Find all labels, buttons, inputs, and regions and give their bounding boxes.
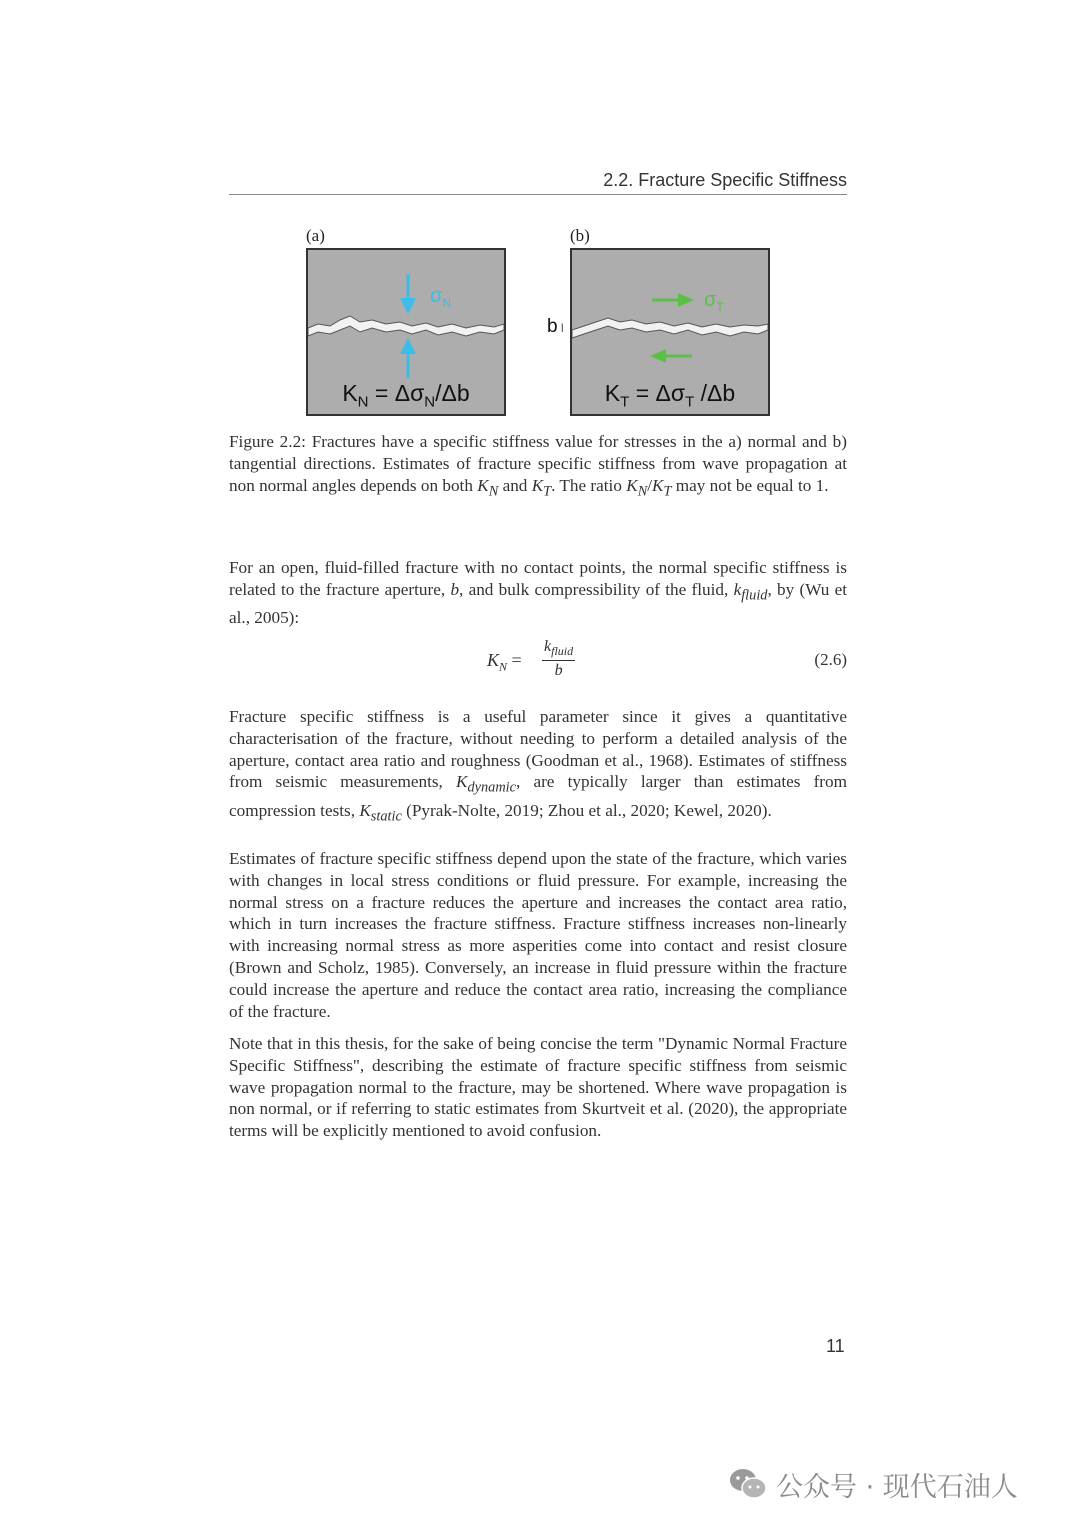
section-title: 2.2. Fracture Specific Stiffness (603, 170, 847, 190)
sigma-t-label: $\sigma_T$ (704, 289, 724, 314)
equation-2-6 (229, 636, 847, 686)
panel-b-formula: $K_T = \Delta\sigma_T$ /Δb (604, 380, 736, 411)
wechat-icon (728, 1467, 768, 1501)
panel-a-label: (a) (306, 226, 325, 245)
equation-lhs: $K_N$ = (487, 650, 522, 674)
fracture-line (308, 316, 504, 336)
panel-a-formula: $K_N = \Delta\sigma_N/\Delta b$ (342, 380, 470, 411)
figure-caption: Figure 2.2: Fractures have a specific stiffness value for stresses in the a) normal and b) tangential directions. Estimates of fracture specific stiffness from wave propagation at non normal angles depends on both $K_N$ and $K_T$. The ratio $K_N/K_T$ may not be equal to 1. (229, 432, 847, 500)
watermark (728, 1466, 1018, 1502)
panel-b-box (570, 248, 770, 416)
fracture-line (572, 318, 768, 338)
running-header (229, 168, 847, 195)
page-number: 11 (826, 1336, 845, 1356)
figure-panel-a (306, 226, 506, 416)
equation-number: (2.6) (814, 650, 847, 669)
panel-a-box (306, 248, 506, 416)
normal-arrowhead-bottom (400, 338, 416, 354)
normal-arrowhead-top (400, 298, 416, 314)
figure-panel-b (545, 226, 771, 416)
paragraph-1: For an open, fluid-filled fracture with no contact points, the normal specific stiffness is related to the fracture aperture, b, and bulk compressibility of the fluid, $k_{fluid}$, by (Wu et al., 2005): (229, 558, 847, 628)
equation-fraction: $k_{fluid}$ b (544, 638, 574, 680)
tangential-arrowhead-top (678, 293, 694, 307)
paragraph-2: Fracture specific stiffness is a useful parameter since it gives a quantitative characterisation of the fracture, without needing to perform a detailed analysis of the aperture, contact area ratio and roughness (Goodman et al., 1968). Estimates of stiffness from seismic measurements, $K_{dynamic}$, are typically larger than estimates from compression tests, $K_{static}$ (Pyrak-Nolte, 2019; Zhou et al., 2020; Kewel, 2020). (229, 707, 847, 825)
watermark-text: 公众号 · 现代石油人 (776, 1471, 1018, 1503)
panel-b-label: (b) (570, 226, 590, 245)
paragraph-3: Estimates of fracture specific stiffness depend upon the state of the fracture, which varies with changes in local stress conditions or fluid pressure. For example, increasing the normal stress on a fracture reduces the aperture and increases the contact area ratio, which in turn increases the fracture stiffness. Fracture stiffness increases non-linearly with increasing normal stress as more asperities come into contact and resist closure (Brown and Scholz, 1985). Conversely, an increase in fluid pressure within the fracture could increase the aperture and reduce the contact area ratio, increasing the compliance of the fracture. (229, 849, 847, 1021)
paragraph-4: Note that in this thesis, for the sake of being concise the term "Dynamic Normal Fracture Specific Stiffness", describing the estimate of fracture specific stiffness from seismic wave propagation normal to the fracture, may be shortened. Where wave propagation is non normal, or if referring to static estimates from Skurtveit et al. (2020), the appropriate terms will be explicitly mentioned to avoid confusion. (229, 1034, 847, 1141)
tangential-arrowhead-bottom (650, 349, 666, 363)
sigma-n-label: $\sigma_N$ (430, 285, 452, 310)
aperture-label: b I (547, 316, 564, 337)
